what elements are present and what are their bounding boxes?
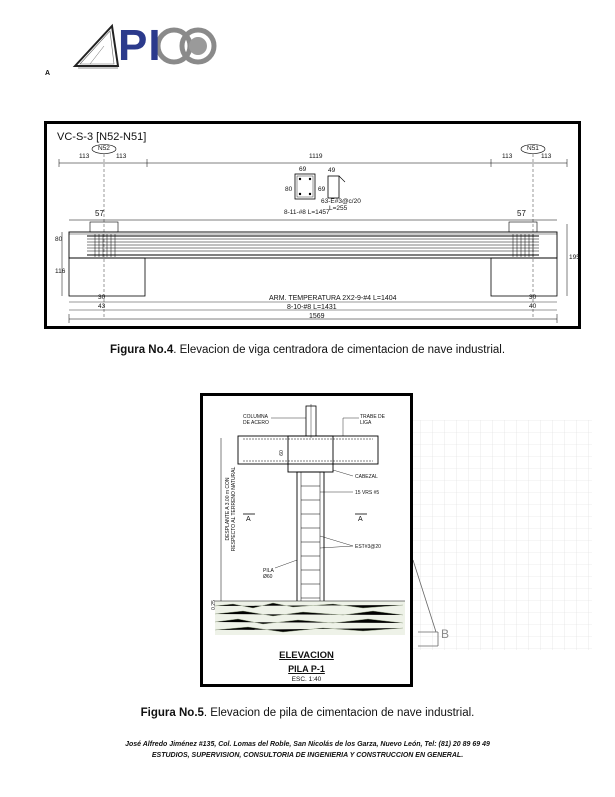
dim-label: 40	[529, 303, 537, 310]
logo-text: PI	[118, 21, 162, 70]
stirrups-label: EST#3@20	[355, 544, 381, 550]
pile-diameter: Ø60	[263, 574, 273, 580]
dim-label: 69	[318, 186, 326, 193]
dim-label: 113	[541, 153, 552, 160]
caption-bold: Figura No.5	[140, 707, 204, 719]
grid-label: B	[441, 627, 450, 641]
dim-label: 0.25	[210, 600, 217, 610]
bottom-bars-note: 8-10-#8 L=1431	[287, 304, 337, 311]
desplante-note: RESPECTO AL TERRENO NATURAL	[231, 466, 237, 552]
cabezal-label: CABEZAL	[355, 474, 378, 480]
grade-beam-label: TRABE DE	[360, 414, 386, 420]
stirrups-note: 63-E#3@c/20	[321, 198, 361, 205]
section-marker: A	[246, 516, 251, 523]
dim-label: 30	[529, 294, 537, 301]
caption-bold: Figura No.4	[109, 344, 174, 356]
steel-column-label: DE ACERO	[243, 420, 269, 426]
logo-circles-icon	[156, 22, 226, 72]
dim-label: 60	[278, 450, 285, 456]
dim-label: 116	[55, 268, 66, 275]
node-label: N52	[98, 145, 110, 152]
dim-label: 195	[569, 254, 580, 261]
node-label: N51	[527, 145, 539, 152]
elevation-title: ELEVACION	[279, 650, 334, 661]
dim-label: 69	[299, 166, 307, 173]
dim-label: 49	[328, 167, 336, 174]
dim-label: 80	[285, 186, 293, 193]
dim-label: 80	[55, 236, 63, 243]
scale-label: ESC. 1:40	[291, 676, 322, 683]
dim-label: 1119	[309, 153, 323, 160]
vertical-bars-label: 15 VRS #5	[355, 490, 380, 496]
pile-title: PILA P-1	[288, 664, 325, 674]
top-bars-note: 8-11-#8 L=1457	[284, 209, 330, 216]
stirrup-length: L=255	[329, 205, 348, 212]
figure-4-caption	[0, 344, 615, 356]
dim-label: 57	[95, 209, 104, 218]
figure-4-beam-elevation	[44, 121, 581, 329]
corner-mark: A	[45, 70, 51, 77]
dim-label: 113	[502, 153, 513, 160]
footer-address: José Alfredo Jiménez #135, Col. Lomas del Roble, San Nicolás de los Garza, Nuevo León, Tel: (81) 20 89 69 49	[125, 741, 490, 748]
caption-text: . Elevacion de pila de cimentacion de nave industrial.	[203, 707, 475, 719]
caption-text: . Elevacion de viga centradora de cimentacion de nave industrial.	[173, 344, 506, 356]
footer-services: ESTUDIOS, SUPERVISION, CONSULTORIA DE INGENIERIA Y CONSTRUCCION EN GENERAL.	[151, 752, 464, 759]
total-length: 1569	[309, 313, 325, 320]
pile-label: PILA	[263, 568, 274, 574]
dim-label: 113	[116, 153, 127, 160]
figure-5-pile-elevation	[200, 393, 413, 687]
section-marker: A	[358, 516, 363, 523]
dim-label: 43	[98, 303, 106, 310]
beam-id-label: VC-S-3 [N52-N51]	[57, 131, 147, 143]
dim-label: 113	[79, 153, 90, 160]
dim-label: 57	[517, 209, 526, 218]
desplante-note: DESPLANTE A 3.00 m CON	[225, 477, 231, 541]
steel-column-label: COLUMNA	[243, 414, 269, 420]
grade-beam-label: LIGA	[360, 420, 372, 426]
temperature-bars-note: ARM. TEMPERATURA 2X2-9-#4 L=1404	[269, 295, 397, 302]
dim-label: 30	[98, 294, 106, 301]
figure-5-caption	[0, 707, 615, 719]
